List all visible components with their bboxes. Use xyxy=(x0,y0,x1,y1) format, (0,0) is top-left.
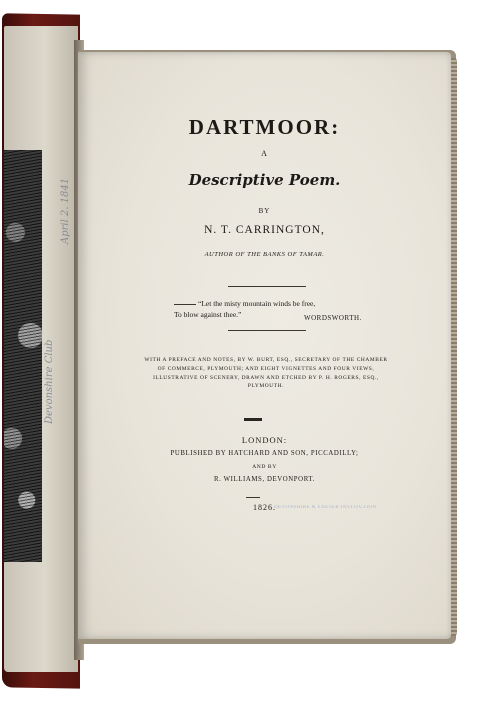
imprint-publisher-1: PUBLISHED BY HATCHARD AND SON, PICCADILLY; xyxy=(170,450,359,457)
epigraph-line-2: To blow against thee.” xyxy=(174,310,242,319)
book-title: DARTMOOR: xyxy=(188,115,341,139)
epigraph-top-rule xyxy=(228,286,306,287)
title-page xyxy=(78,52,451,639)
year-rule xyxy=(246,497,260,498)
imprint-year: 1826. xyxy=(253,503,276,512)
title-article: A xyxy=(261,149,268,158)
library-stamp: DEVONSHIRE & EXETER INSTITUTION xyxy=(274,505,377,510)
epigraph-attribution: WORDSWORTH. xyxy=(304,314,362,322)
frontispiece-page xyxy=(4,26,78,672)
author-credit: AUTHOR OF THE BANKS OF TAMAR. xyxy=(204,251,325,258)
epigraph-line-1: “Let the misty mountain winds be free, xyxy=(198,299,316,308)
epigraph-bottom-rule xyxy=(228,330,306,331)
imprint-publisher-2: R. WILLIAMS, DEVONPORT. xyxy=(214,476,315,483)
page-fore-edge xyxy=(451,58,457,636)
epigraph-dash xyxy=(174,304,196,305)
book-subtitle: Descriptive Poem. xyxy=(188,171,341,189)
author-name: N. T. CARRINGTON, xyxy=(204,224,325,236)
by-line: BY xyxy=(258,207,271,215)
pencil-inscription-date: April 2. 1841 xyxy=(60,177,71,244)
pencil-inscription-owner: Devonshire Club xyxy=(44,339,55,424)
imprint-city: LONDON: xyxy=(241,435,288,445)
imprint-and-by: AND BY xyxy=(252,464,277,470)
preface-statement: WITH A PREFACE AND NOTES, BY W. BURT, ESQ., SECRETARY OF THE CHAMBER OF COMMERCE, PLYMOUTH; AND EIGHT VIGNETTES AND FOUR VIEWS, ILLUSTRATIVE OF SCENERY, DRAWN AND ETCHED BY P. H. ROGERS, ESQ., PLYMOUTH. xyxy=(144,357,388,390)
frontispiece-engraving xyxy=(4,150,42,562)
ornamental-rule xyxy=(244,418,262,421)
